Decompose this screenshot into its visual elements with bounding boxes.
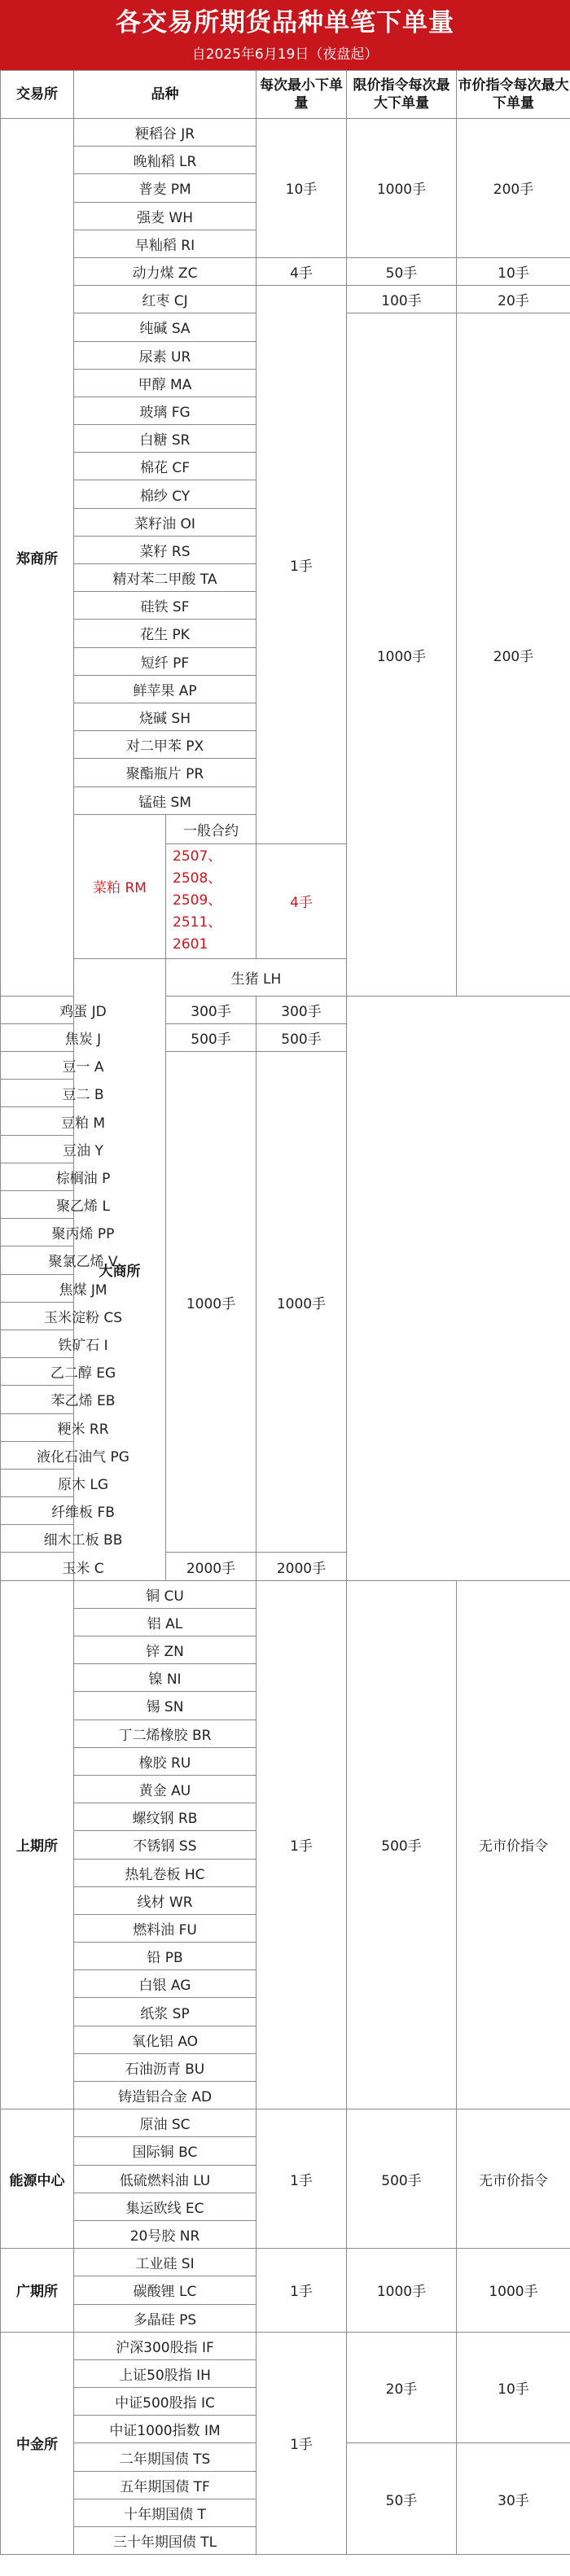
product-cell: 铸造铝合金 AD (74, 2082, 256, 2109)
exchange-cell-dce: 大商所 (74, 958, 166, 1580)
product-cell: 锡 SN (74, 1692, 256, 1720)
market-max-cell: 300手 (256, 996, 347, 1023)
market-max-cell: 30手 (457, 2443, 570, 2555)
product-cell: 普麦 PM (74, 174, 256, 202)
product-cell: 燃料油 FU (74, 1914, 256, 1942)
product-cell: 聚氯乙烯 V (1, 1246, 166, 1274)
product-cell: 尿素 UR (74, 341, 256, 369)
market-max-cell: 200手 (457, 119, 570, 258)
product-cell: 苯乙烯 EB (1, 1386, 166, 1413)
product-cell: 甲醇 MA (74, 369, 256, 396)
product-cell: 乙二醇 EG (1, 1358, 166, 1386)
product-cell: 晚籼稻 LR (74, 147, 256, 174)
exchange-cell-shfe: 上期所 (1, 1580, 74, 2109)
product-cell: 豆油 Y (1, 1135, 166, 1163)
limit-max-cell: 50手 (347, 257, 457, 285)
table-row (1, 996, 570, 1023)
rm-special-contracts-text: 2507、2508、2509、2511、2601 (173, 848, 222, 953)
market-max-cell: 2000手 (256, 1553, 347, 1580)
product-cell: 低硫燃料油 LU (74, 2165, 256, 2193)
table-row (1, 1553, 570, 1580)
market-max-cell: 1000手 (457, 2249, 570, 2333)
exchange-cell-zce: 郑商所 (1, 119, 74, 997)
exchange-cell-gfex: 广期所 (1, 2249, 74, 2333)
product-cell: 黄金 AU (74, 1775, 256, 1803)
product-cell: 十年期国债 T (74, 2499, 256, 2526)
limit-max-cell: 1000手 (347, 313, 457, 996)
product-cell: 橡胶 RU (74, 1747, 256, 1775)
order-limit-table (0, 70, 570, 2555)
product-cell: 动力煤 ZC (74, 257, 256, 285)
table-row (1, 1580, 570, 1608)
product-cell: 聚丙烯 PP (1, 1219, 166, 1246)
product-cell: 棉花 CF (74, 453, 256, 480)
table-row (1, 2109, 570, 2137)
product-cell: 国际铜 BC (74, 2137, 256, 2165)
table-row (1, 1052, 570, 1080)
product-cell: 碳酸锂 LC (74, 2276, 256, 2304)
limit-max-cell: 100手 (347, 286, 457, 313)
product-cell: 氧化铝 AO (74, 2026, 256, 2053)
product-cell: 玻璃 FG (74, 396, 256, 424)
min-order-cell: 1手 (256, 2332, 347, 2555)
product-cell: 上证50股指 IH (74, 2359, 256, 2387)
product-cell: 热轧卷板 HC (74, 1859, 256, 1886)
product-cell: 锰硅 SM (74, 786, 256, 814)
product-cell: 五年期国债 TF (74, 2471, 256, 2499)
table-row (1, 286, 570, 313)
product-cell: 鲜苹果 AP (74, 675, 256, 703)
product-cell: 棉纱 CY (74, 480, 256, 508)
market-max-cell: 10手 (457, 2332, 570, 2443)
min-order-cell: 1手 (256, 1580, 347, 2109)
product-cell: 对二甲苯 PX (74, 731, 256, 759)
product-cell: 鸡蛋 JD (1, 996, 166, 1023)
market-max-cell: 无市价指令 (457, 1580, 570, 2109)
limit-max-cell: 20手 (347, 2332, 457, 2443)
product-cell: 纯碱 SA (74, 313, 256, 341)
product-cell: 工业硅 SI (74, 2249, 256, 2276)
product-cell: 中证1000指数 IM (74, 2416, 256, 2443)
product-cell-rm: 菜粕 RM (74, 814, 166, 958)
market-max-cell: 10手 (457, 257, 570, 285)
product-cell: 短纤 PF (74, 647, 256, 675)
column-header-market-max: 市价指令每次最大下单量 (457, 71, 570, 119)
min-order-cell: 1手 (256, 2109, 347, 2249)
exchange-cell-cffex: 中金所 (1, 2332, 74, 2555)
product-cell: 菜籽 RS (74, 536, 256, 563)
table-row (1, 2332, 570, 2359)
product-cell: 玉米 C (1, 1553, 166, 1580)
min-order-cell: 4手 (256, 257, 347, 285)
product-cell: 豆二 B (1, 1080, 166, 1107)
product-cell: 粳稻谷 JR (74, 119, 256, 147)
product-cell: 沪深300股指 IF (74, 2332, 256, 2359)
limit-max-cell: 50手 (347, 2443, 457, 2555)
page-subtitle: 自2025年6月19日（夜盘起） (191, 46, 379, 63)
rm-special-contracts (166, 843, 256, 958)
product-cell: 镍 NI (74, 1664, 256, 1692)
product-cell: 中证500股指 IC (74, 2388, 256, 2416)
limit-max-cell: 500手 (347, 1580, 457, 2109)
product-cell: 原油 SC (74, 2109, 256, 2137)
market-max-cell: 无市价指令 (457, 2109, 570, 2249)
product-cell: 铝 AL (74, 1608, 256, 1636)
product-cell: 白糖 SR (74, 425, 256, 453)
column-header-exchange: 交易所 (1, 71, 74, 119)
min-order-cell: 1手 (256, 2249, 347, 2333)
product-cell: 液化石油气 PG (1, 1441, 166, 1469)
min-order-cell: 4手 (256, 843, 347, 958)
product-cell: 铅 PB (74, 1943, 256, 1970)
product-cell: 不锈钢 SS (74, 1831, 256, 1859)
product-cell: 集运欧线 EC (74, 2193, 256, 2220)
table-header-row (1, 71, 570, 119)
market-max-cell: 200手 (457, 313, 570, 996)
limit-max-cell: 1000手 (347, 119, 457, 258)
product-cell: 硅铁 SF (74, 592, 256, 620)
product-cell: 纸浆 SP (74, 1998, 256, 2026)
column-header-product: 品种 (74, 71, 256, 119)
market-max-cell: 20手 (457, 286, 570, 313)
product-cell: 白银 AG (74, 1970, 256, 1998)
rm-general-contract: 一般合约 (166, 814, 256, 843)
product-cell: 早籼稻 RI (74, 230, 256, 257)
product-cell: 聚酯瓶片 PR (74, 759, 256, 786)
product-cell: 精对苯二甲酸 TA (74, 564, 256, 592)
product-cell: 铜 CU (74, 1580, 256, 1608)
product-cell: 20号胶 NR (74, 2220, 256, 2248)
min-order-cell: 10手 (256, 119, 347, 258)
limit-max-cell: 500手 (347, 2109, 457, 2249)
product-cell: 菜籽油 OI (74, 508, 256, 536)
product-cell: 豆粕 M (1, 1107, 166, 1135)
page-header (0, 0, 570, 70)
product-cell: 线材 WR (74, 1886, 256, 1914)
product-cell: 焦煤 JM (1, 1274, 166, 1302)
limit-max-cell: 2000手 (166, 1553, 256, 1580)
product-cell: 铁矿石 I (1, 1330, 166, 1357)
product-cell: 石油沥青 BU (74, 2053, 256, 2081)
market-max-cell: 500手 (256, 1023, 347, 1051)
product-cell: 纤维板 FB (1, 1497, 166, 1525)
limit-max-cell: 300手 (166, 996, 256, 1023)
table-row (1, 1023, 570, 1051)
product-cell: 生猪 LH (166, 958, 347, 996)
product-cell: 烧碱 SH (74, 703, 256, 730)
product-cell: 螺纹钢 RB (74, 1803, 256, 1831)
product-cell: 强麦 WH (74, 202, 256, 230)
product-cell: 原木 LG (1, 1469, 166, 1496)
product-cell: 红枣 CJ (74, 286, 256, 313)
market-max-cell: 1000手 (256, 1052, 347, 1553)
product-cell: 玉米淀粉 CS (1, 1302, 166, 1330)
product-cell: 粳米 RR (1, 1413, 166, 1441)
product-cell: 花生 PK (74, 620, 256, 647)
exchange-cell-ine: 能源中心 (1, 2109, 74, 2249)
product-cell: 二年期国债 TS (74, 2443, 256, 2471)
product-cell: 三十年期国债 TL (74, 2527, 256, 2555)
limit-max-cell: 500手 (166, 1023, 256, 1051)
column-header-limit-max: 限价指令每次最大下单量 (347, 71, 457, 119)
page-title: 各交易所期货品种单笔下单量 (116, 8, 454, 37)
table-row (1, 257, 570, 285)
column-header-min-order: 每次最小下单量 (256, 71, 347, 119)
product-cell: 细木工板 BB (1, 1525, 166, 1553)
product-cell: 聚乙烯 L (1, 1191, 166, 1219)
min-order-cell: 1手 (256, 286, 347, 844)
limit-max-cell: 1000手 (166, 1052, 256, 1553)
table-row (1, 2249, 570, 2276)
limit-max-cell: 1000手 (347, 2249, 457, 2333)
product-cell: 丁二烯橡胶 BR (74, 1720, 256, 1747)
product-cell: 多晶硅 PS (74, 2304, 256, 2332)
product-cell: 锌 ZN (74, 1636, 256, 1664)
product-cell: 豆一 A (1, 1052, 166, 1080)
product-cell: 棕榈油 P (1, 1163, 166, 1190)
table-row (1, 119, 570, 147)
product-cell: 焦炭 J (1, 1023, 166, 1051)
